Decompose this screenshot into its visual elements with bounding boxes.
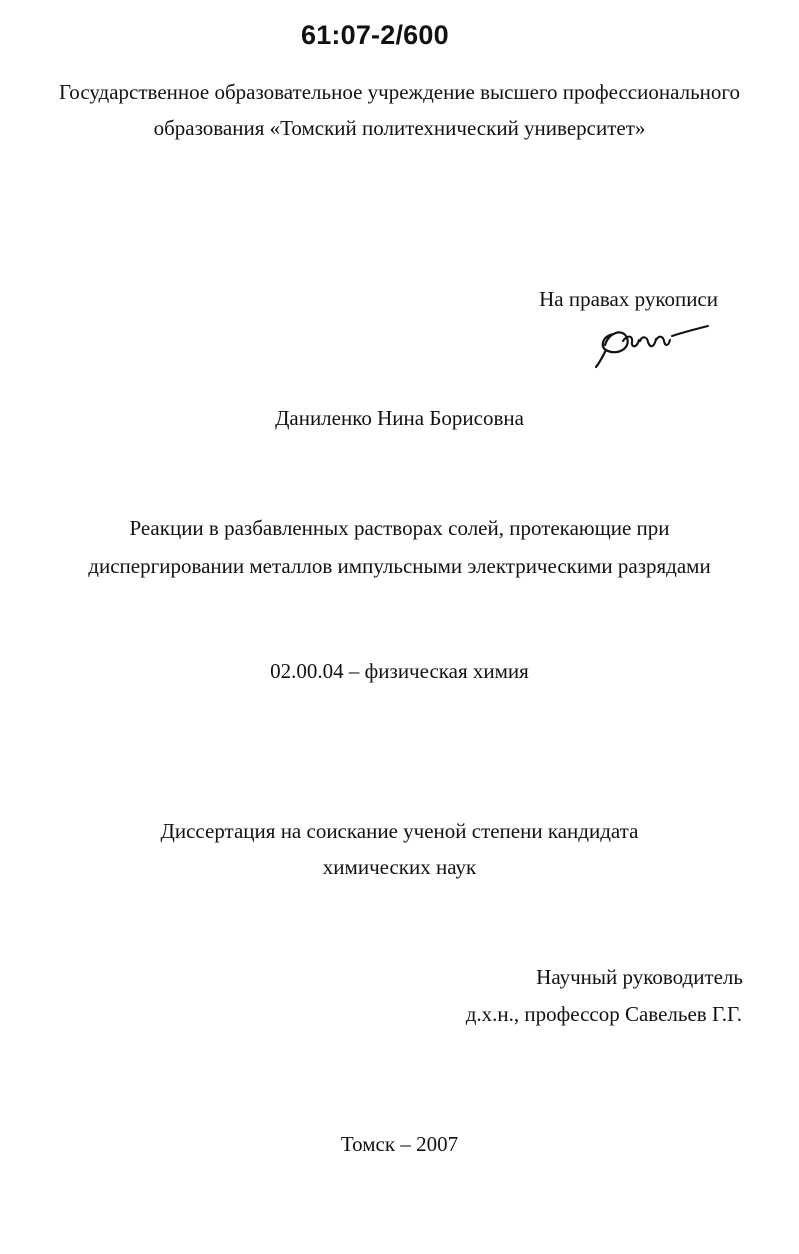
institution-line-2: образования «Томский политехнический университет»: [153, 116, 646, 140]
specialty-code: 02.00.04 – физическая химия: [270, 659, 529, 683]
archive-code-stamp: 61:07-2/600: [301, 20, 449, 50]
supervisor-name: д.х.н., профессор Савельев Г.Г.: [465, 1002, 742, 1026]
institution-line-1: Государственное образовательное учреждение высшего профессионального: [59, 80, 740, 104]
author-name: Даниленко Нина Борисовна: [275, 406, 524, 430]
dissertation-title-line-1: Реакции в разбавленных растворах солей, протекающие при: [129, 516, 670, 540]
handwritten-signature-icon: [592, 318, 710, 374]
place-and-year: Томск – 2007: [340, 1132, 459, 1156]
degree-line-2: химических наук: [322, 855, 477, 879]
degree-line-1: Диссертация на соискание ученой степени кандидата: [160, 819, 639, 843]
supervisor-label: Научный руководитель: [536, 965, 743, 989]
manuscript-note: На правах рукописи: [539, 287, 718, 311]
dissertation-title-line-2: диспергировании металлов импульсными электрическими разрядами: [88, 554, 711, 578]
